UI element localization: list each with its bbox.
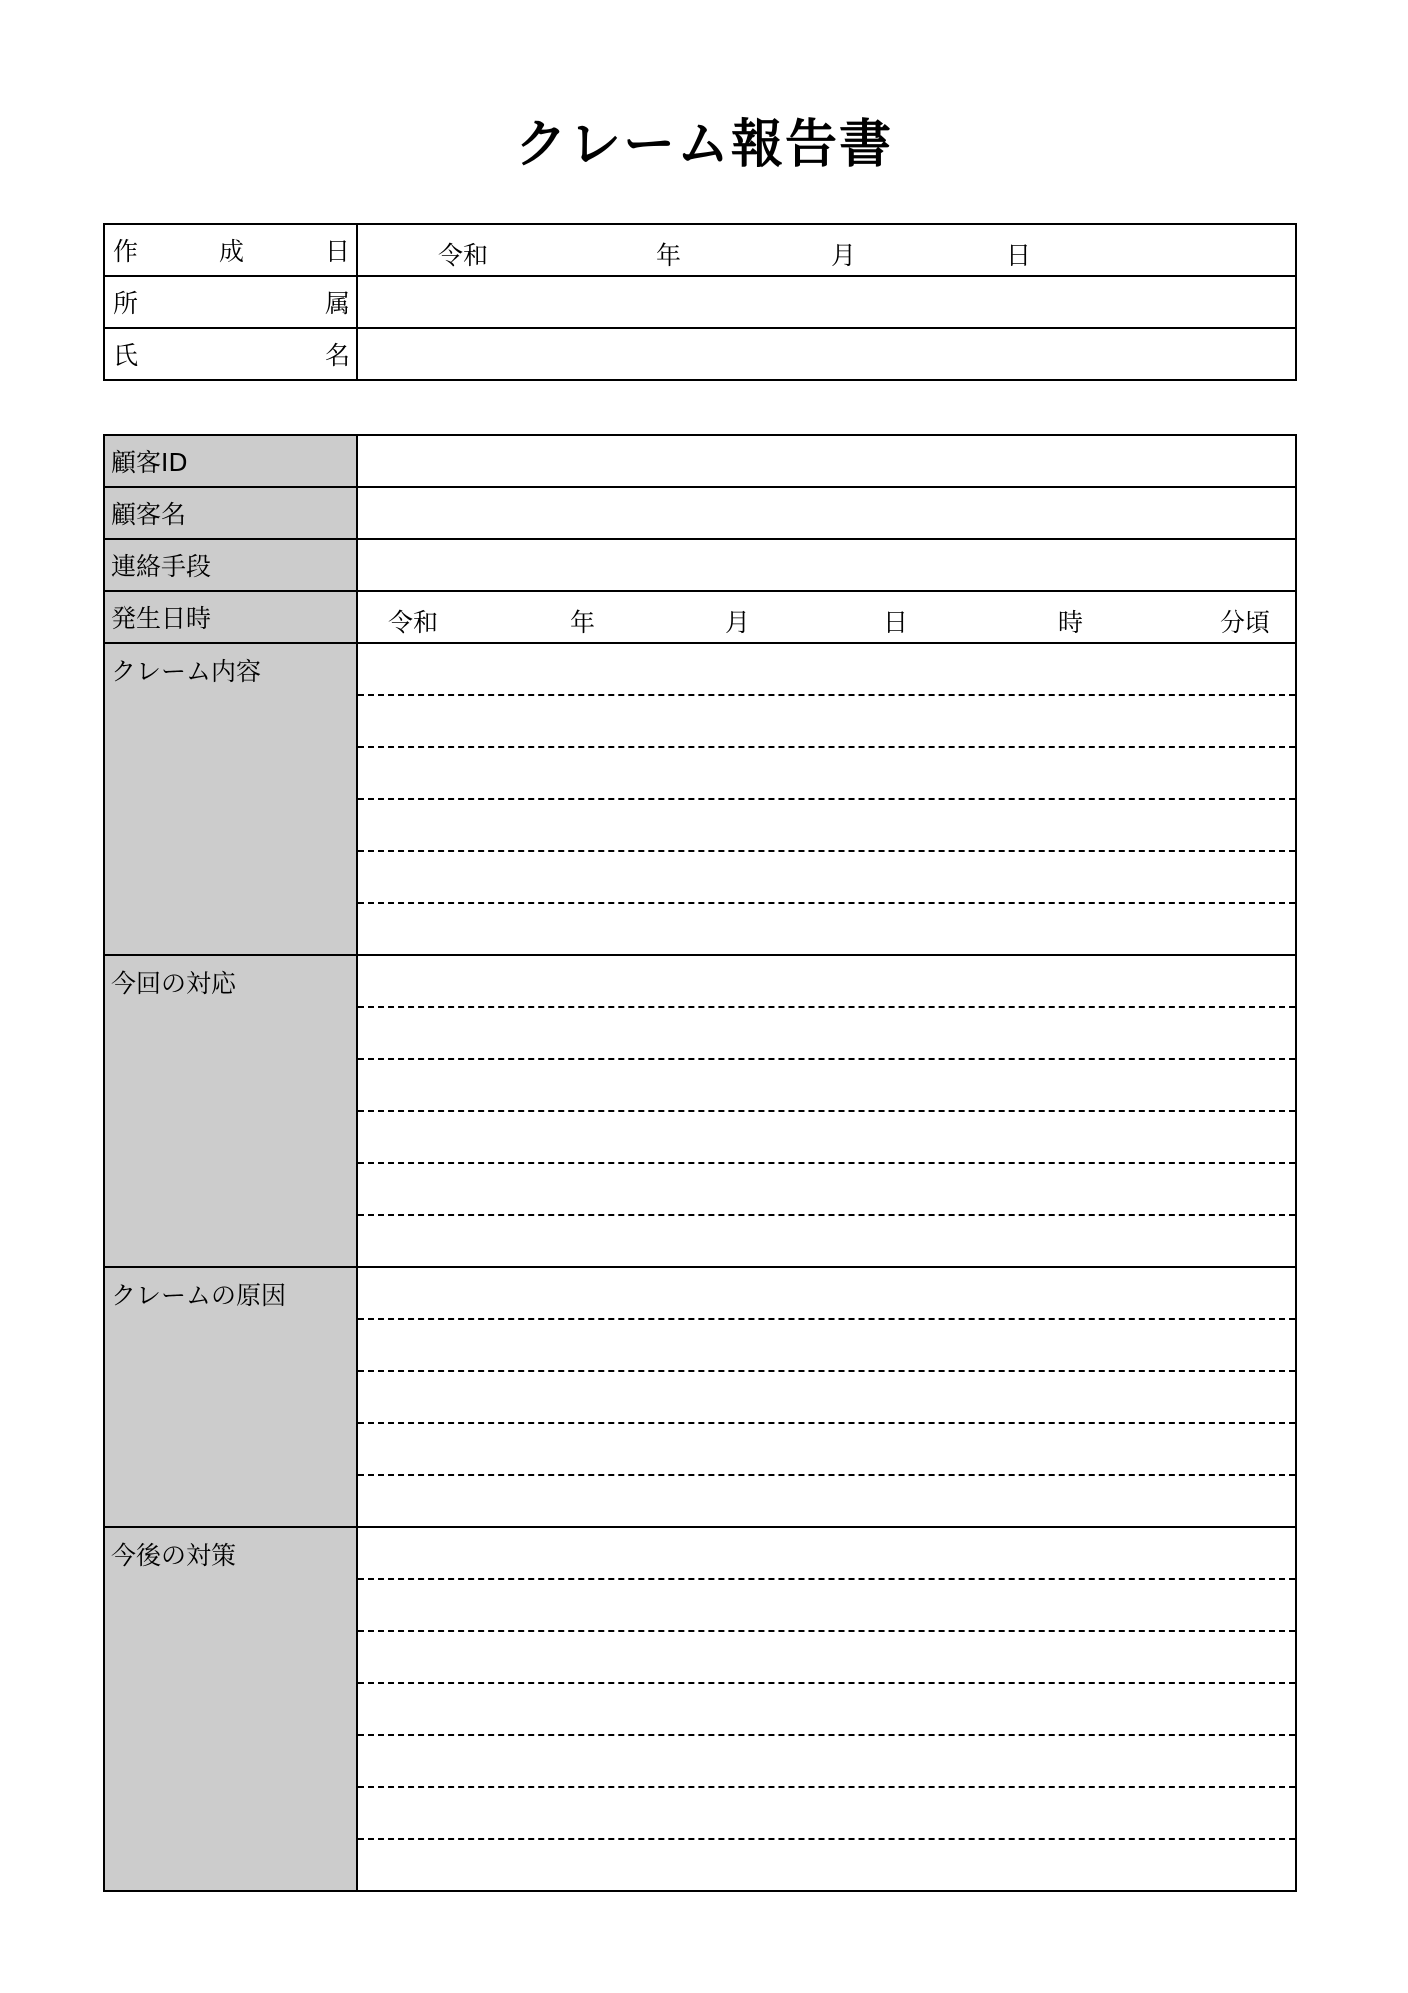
ruled-line [358, 1476, 1295, 1526]
occurrence-label: 発生日時 [104, 591, 357, 643]
affiliation-label [104, 276, 357, 328]
affiliation-field[interactable] [357, 276, 1296, 328]
claim-content-field[interactable] [357, 643, 1296, 955]
ruled-line [358, 800, 1295, 852]
ruled-line [358, 1216, 1295, 1266]
occurrence-month-unit: 月 [725, 608, 751, 637]
ruled-line [358, 1008, 1295, 1060]
ruled-line [358, 1580, 1295, 1632]
contact-method-field[interactable] [357, 539, 1296, 591]
cause-label: クレームの原因 [104, 1267, 357, 1527]
header-info-table [103, 223, 1297, 381]
ruled-line [358, 852, 1295, 904]
customer-id-row [104, 435, 1296, 487]
ruled-line [358, 1320, 1295, 1372]
ruled-line [358, 1736, 1295, 1788]
affiliation-label-char: 所 [113, 289, 139, 318]
name-label-char: 名 [324, 341, 350, 370]
name-row [104, 328, 1296, 380]
ruled-line [358, 1164, 1295, 1216]
created-date-month-unit: 月 [831, 241, 857, 270]
affiliation-row [104, 276, 1296, 328]
created-date-day-unit: 日 [1006, 241, 1032, 270]
created-date-label-char: 作 [113, 237, 139, 266]
name-label [104, 328, 357, 380]
countermeasure-field[interactable] [357, 1527, 1296, 1891]
countermeasure-label: 今後の対策 [104, 1527, 357, 1891]
ruled-line [358, 1268, 1295, 1320]
contact-method-row [104, 539, 1296, 591]
affiliation-label-char: 属 [324, 289, 350, 318]
ruled-line [358, 1112, 1295, 1164]
ruled-line [358, 904, 1295, 954]
response-row [104, 955, 1296, 1267]
ruled-line [358, 696, 1295, 748]
claim-content-label: クレーム内容 [104, 643, 357, 955]
occurrence-day-unit: 日 [883, 608, 909, 637]
claim-content-row [104, 643, 1296, 955]
created-date-label-char: 日 [324, 237, 350, 266]
document-title: クレーム報告書 [514, 115, 893, 175]
claim-details-table [103, 434, 1297, 1892]
ruled-line [358, 956, 1295, 1008]
created-date-year-unit: 年 [656, 241, 682, 270]
contact-method-label: 連絡手段 [104, 539, 357, 591]
response-label: 今回の対応 [104, 955, 357, 1267]
occurrence-hour-unit: 時 [1058, 608, 1084, 637]
ruled-line [358, 1788, 1295, 1840]
ruled-line [358, 1632, 1295, 1684]
occurrence-minute-unit: 分頃 [1220, 608, 1271, 637]
created-date-row [104, 224, 1296, 276]
ruled-line [358, 1424, 1295, 1476]
name-label-char: 氏 [113, 341, 139, 370]
customer-name-label: 顧客名 [104, 487, 357, 539]
created-date-era: 令和 [438, 241, 489, 270]
customer-id-label: 顧客ID [104, 435, 357, 487]
customer-name-row [104, 487, 1296, 539]
occurrence-year-unit: 年 [570, 608, 596, 637]
cause-ruled-lines [358, 1268, 1295, 1526]
response-field[interactable] [357, 955, 1296, 1267]
ruled-line [358, 644, 1295, 696]
created-date-field[interactable] [357, 224, 1296, 276]
occurrence-field[interactable] [357, 591, 1296, 643]
countermeasure-row [104, 1527, 1296, 1891]
occurrence-row [104, 591, 1296, 643]
created-date-label [104, 224, 357, 276]
ruled-line [358, 1372, 1295, 1424]
customer-name-field[interactable] [357, 487, 1296, 539]
name-field[interactable] [357, 328, 1296, 380]
customer-id-field[interactable] [357, 435, 1296, 487]
countermeasure-ruled-lines [358, 1528, 1295, 1890]
response-ruled-lines [358, 956, 1295, 1266]
claim-content-ruled-lines [358, 644, 1295, 954]
ruled-line [358, 1840, 1295, 1890]
cause-field[interactable] [357, 1267, 1296, 1527]
ruled-line [358, 1528, 1295, 1580]
ruled-line [358, 1060, 1295, 1112]
created-date-label-char: 成 [218, 237, 244, 266]
occurrence-era: 令和 [388, 608, 439, 637]
cause-row [104, 1267, 1296, 1527]
ruled-line [358, 748, 1295, 800]
ruled-line [358, 1684, 1295, 1736]
